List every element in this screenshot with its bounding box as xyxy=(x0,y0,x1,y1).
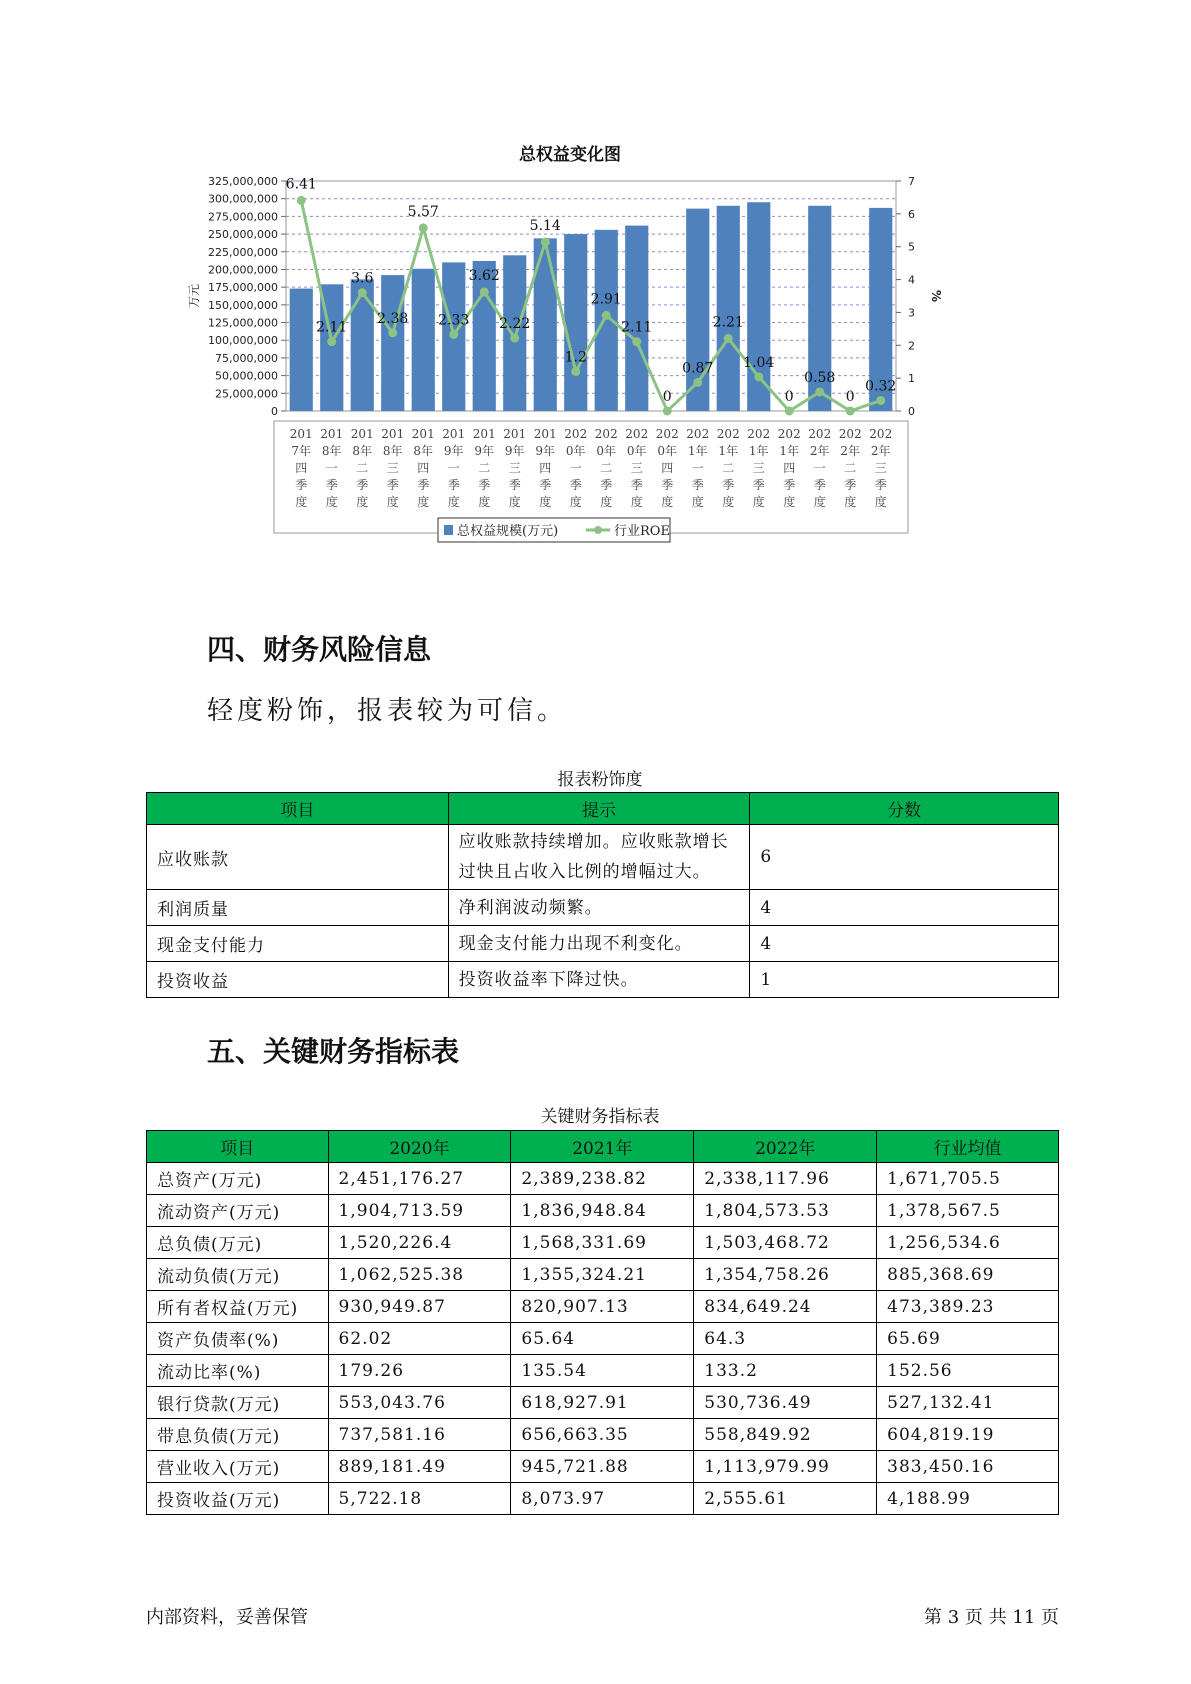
table-row xyxy=(147,1387,1059,1419)
metric-value-cell: 473,389.23 xyxy=(877,1291,1059,1323)
metric-value-cell: 1,836,948.84 xyxy=(511,1195,694,1227)
y-axis-label: 万元 xyxy=(187,283,201,309)
risk-item: 应收账款 xyxy=(147,825,449,890)
bar xyxy=(717,206,740,411)
x-tick-label: 201 xyxy=(411,427,435,441)
metric-value-cell: 65.69 xyxy=(877,1323,1059,1355)
roe-point xyxy=(876,396,885,405)
roe-point xyxy=(510,334,519,343)
y2-tick-label: 3 xyxy=(908,306,915,320)
x-tick-label: 1年 xyxy=(687,444,708,458)
x-tick-label: 202 xyxy=(655,427,679,441)
roe-point xyxy=(724,334,733,343)
y2-tick-label: 2 xyxy=(908,339,915,353)
x-tick-label: 8年 xyxy=(321,444,342,458)
metric-name-cell: 营业收入(万元) xyxy=(147,1451,329,1483)
x-tick-label: 度 xyxy=(844,495,857,509)
y2-tick-label: 6 xyxy=(908,207,915,221)
roe-data-label: 0.32 xyxy=(865,378,897,395)
x-tick-label: 季 xyxy=(752,478,765,492)
metric-value-cell: 1,904,713.59 xyxy=(328,1195,511,1227)
x-tick-label: 四 xyxy=(417,461,430,475)
risk-table-caption: 报表粉饰度 xyxy=(557,770,643,790)
roe-data-label: 0.87 xyxy=(682,360,714,377)
metric-value-cell: 553,043.76 xyxy=(328,1387,511,1419)
metric-value-cell: 2,389,238.82 xyxy=(511,1163,694,1195)
x-tick-label: 季 xyxy=(478,478,491,492)
x-tick-label: 一 xyxy=(691,461,704,475)
x-tick-label: 度 xyxy=(783,495,796,509)
metric-value-cell: 133.2 xyxy=(694,1355,877,1387)
y-tick-label: 175,000,000 xyxy=(208,281,278,295)
x-tick-label: 四 xyxy=(295,461,308,475)
x-tick-label: 201 xyxy=(320,427,344,441)
x-tick-label: 度 xyxy=(295,495,308,509)
x-tick-label: 1年 xyxy=(748,444,769,458)
x-tick-label: 度 xyxy=(661,495,674,509)
x-tick-label: 季 xyxy=(600,478,613,492)
x-tick-label: 度 xyxy=(325,495,338,509)
metric-value-cell: 1,378,567.5 xyxy=(877,1195,1059,1227)
roe-point xyxy=(693,378,702,387)
equity-chart xyxy=(180,140,980,590)
x-tick-label: 202 xyxy=(716,427,740,441)
risk-tip: 净利润波动频繁。 xyxy=(448,890,750,926)
y-tick-label: 125,000,000 xyxy=(208,316,278,330)
x-tick-label: 季 xyxy=(386,478,399,492)
y2-tick-label: 0 xyxy=(908,405,915,418)
table-row xyxy=(147,1227,1059,1259)
y-tick-label: 225,000,000 xyxy=(208,245,278,259)
bar xyxy=(351,279,374,411)
x-tick-label: 8年 xyxy=(413,444,434,458)
x-tick-label: 202 xyxy=(594,427,618,441)
y-tick-label: 300,000,000 xyxy=(208,192,278,206)
metric-value-cell: 1,503,468.72 xyxy=(694,1227,877,1259)
legend-bar-swatch xyxy=(444,525,453,535)
risk-table xyxy=(146,792,1059,998)
x-tick-label: 201 xyxy=(533,427,557,441)
x-tick-label: 202 xyxy=(838,427,862,441)
chart-title: 总权益变化图 xyxy=(519,145,621,165)
roe-point xyxy=(663,407,672,416)
legend-bar-label: 总权益规模(万元) xyxy=(457,524,559,539)
x-tick-label: 度 xyxy=(600,495,613,509)
roe-point xyxy=(785,407,794,416)
table-header-row xyxy=(147,793,1059,825)
x-tick-label: 一 xyxy=(325,461,338,475)
table-row xyxy=(147,1195,1059,1227)
x-tick-label: 2年 xyxy=(809,444,830,458)
risk-score: 4 xyxy=(750,890,1059,926)
x-tick-label: 三 xyxy=(752,461,765,475)
x-tick-label: 季 xyxy=(783,478,796,492)
header-2021: 2021年 xyxy=(511,1131,694,1163)
roe-data-label: 0.58 xyxy=(804,369,836,386)
table-row xyxy=(147,1451,1059,1483)
table-row xyxy=(147,926,1059,962)
x-tick-label: 度 xyxy=(356,495,369,509)
table-row xyxy=(147,1259,1059,1291)
roe-data-label: 2.33 xyxy=(438,312,470,329)
roe-point xyxy=(358,288,367,297)
x-tick-label: 度 xyxy=(569,495,582,509)
metric-value-cell: 885,368.69 xyxy=(877,1259,1059,1291)
roe-point xyxy=(419,223,428,232)
x-tick-label: 8年 xyxy=(352,444,373,458)
x-tick-label: 三 xyxy=(630,461,643,475)
table-row xyxy=(147,890,1059,926)
metric-value-cell: 1,804,573.53 xyxy=(694,1195,877,1227)
roe-data-label: 2.91 xyxy=(590,291,622,308)
roe-point xyxy=(571,367,580,376)
metric-value-cell: 930,949.87 xyxy=(328,1291,511,1323)
roe-point xyxy=(632,337,641,346)
roe-data-label: 2.38 xyxy=(377,310,409,327)
header-item: 项目 xyxy=(147,1131,329,1163)
metric-name-cell: 银行贷款(万元) xyxy=(147,1387,329,1419)
metric-value-cell: 1,256,534.6 xyxy=(877,1227,1059,1259)
metric-value-cell: 1,062,525.38 xyxy=(328,1259,511,1291)
metric-value-cell: 65.64 xyxy=(511,1323,694,1355)
metric-value-cell: 1,671,705.5 xyxy=(877,1163,1059,1195)
x-tick-label: 三 xyxy=(508,461,521,475)
y-tick-label: 150,000,000 xyxy=(208,298,278,312)
bar xyxy=(290,289,313,411)
x-tick-label: 202 xyxy=(686,427,710,441)
x-tick-label: 0年 xyxy=(626,444,647,458)
x-tick-label: 201 xyxy=(289,427,313,441)
y-tick-label: 75,000,000 xyxy=(215,351,278,365)
metric-name-cell: 资产负债率(%) xyxy=(147,1323,329,1355)
roe-data-label: 1.2 xyxy=(564,349,587,366)
risk-item: 现金支付能力 xyxy=(147,926,449,962)
y2-tick-label: 5 xyxy=(908,240,915,254)
x-tick-label: 1年 xyxy=(779,444,800,458)
risk-tip: 现金支付能力出现不利变化。 xyxy=(448,926,750,962)
x-tick-label: 季 xyxy=(569,478,582,492)
metric-value-cell: 558,849.92 xyxy=(694,1419,877,1451)
roe-data-label: 0 xyxy=(845,389,855,405)
x-tick-label: 度 xyxy=(447,495,460,509)
roe-point xyxy=(602,311,611,320)
x-tick-label: 度 xyxy=(691,495,704,509)
y2-axis-label: % xyxy=(929,289,943,303)
roe-point xyxy=(541,238,550,247)
x-tick-label: 一 xyxy=(447,461,460,475)
metric-value-cell: 2,451,176.27 xyxy=(328,1163,511,1195)
metric-value-cell: 656,663.35 xyxy=(511,1419,694,1451)
bar xyxy=(625,226,648,411)
table-row xyxy=(147,1291,1059,1323)
x-tick-label: 202 xyxy=(808,427,832,441)
roe-point xyxy=(846,407,855,416)
header-2020: 2020年 xyxy=(328,1131,511,1163)
x-tick-label: 度 xyxy=(478,495,491,509)
y2-tick-label: 7 xyxy=(908,175,915,188)
roe-data-label: 5.14 xyxy=(529,218,561,235)
metric-value-cell: 383,450.16 xyxy=(877,1451,1059,1483)
x-tick-label: 0年 xyxy=(596,444,617,458)
x-tick-label: 季 xyxy=(325,478,338,492)
table-row xyxy=(147,1163,1059,1195)
metric-name-cell: 总资产(万元) xyxy=(147,1163,329,1195)
x-tick-label: 四 xyxy=(539,461,552,475)
x-tick-label: 三 xyxy=(874,461,887,475)
header-tip: 提示 xyxy=(448,793,750,825)
metric-value-cell: 737,581.16 xyxy=(328,1419,511,1451)
risk-item: 利润质量 xyxy=(147,890,449,926)
table-row xyxy=(147,1483,1059,1515)
x-tick-label: 0年 xyxy=(657,444,678,458)
x-tick-label: 9年 xyxy=(443,444,464,458)
header-2022: 2022年 xyxy=(694,1131,877,1163)
metric-name-cell: 流动比率(%) xyxy=(147,1355,329,1387)
x-tick-label: 0年 xyxy=(565,444,586,458)
x-tick-label: 度 xyxy=(417,495,430,509)
header-item: 项目 xyxy=(147,793,449,825)
y-tick-label: 200,000,000 xyxy=(208,263,278,277)
metric-value-cell: 1,355,324.21 xyxy=(511,1259,694,1291)
roe-data-label: 2.21 xyxy=(712,314,744,331)
x-tick-label: 季 xyxy=(661,478,674,492)
x-tick-label: 季 xyxy=(295,478,308,492)
y2-tick-label: 4 xyxy=(908,273,915,287)
x-tick-label: 201 xyxy=(442,427,466,441)
bar xyxy=(381,275,404,411)
bar xyxy=(412,269,435,411)
roe-data-label: 6.41 xyxy=(285,176,317,193)
x-tick-label: 一 xyxy=(813,461,826,475)
table-row xyxy=(147,962,1059,998)
y-tick-label: 275,000,000 xyxy=(208,210,278,224)
metric-value-cell: 945,721.88 xyxy=(511,1451,694,1483)
x-tick-label: 202 xyxy=(747,427,771,441)
roe-data-label: 1.04 xyxy=(743,354,775,371)
roe-data-label: 0 xyxy=(662,389,672,405)
x-tick-label: 二 xyxy=(722,461,735,475)
table-row xyxy=(147,1419,1059,1451)
metric-value-cell: 2,338,117.96 xyxy=(694,1163,877,1195)
metric-value-cell: 8,073.97 xyxy=(511,1483,694,1515)
y-tick-label: 100,000,000 xyxy=(208,334,278,348)
roe-point xyxy=(480,288,489,297)
x-tick-label: 202 xyxy=(777,427,801,441)
metric-value-cell: 1,520,226.4 xyxy=(328,1227,511,1259)
x-tick-label: 度 xyxy=(508,495,521,509)
metric-value-cell: 1,113,979.99 xyxy=(694,1451,877,1483)
footer-page-number: 第 3 页 共 11 页 xyxy=(924,1607,1059,1628)
metric-value-cell: 604,819.19 xyxy=(877,1419,1059,1451)
key-table-caption: 关键财务指标表 xyxy=(540,1107,660,1127)
bar xyxy=(564,234,587,411)
x-tick-label: 一 xyxy=(569,461,582,475)
table-header-row xyxy=(147,1131,1059,1163)
legend-line-marker xyxy=(594,526,602,534)
metric-value-cell: 4,188.99 xyxy=(877,1483,1059,1515)
x-tick-label: 季 xyxy=(630,478,643,492)
x-tick-label: 度 xyxy=(630,495,643,509)
table-row xyxy=(147,1355,1059,1387)
section4-text: 轻度粉饰，报表较为可信。 xyxy=(207,696,568,726)
metric-value-cell: 62.02 xyxy=(328,1323,511,1355)
metric-name-cell: 所有者权益(万元) xyxy=(147,1291,329,1323)
risk-score: 6 xyxy=(750,825,1059,890)
x-tick-label: 度 xyxy=(752,495,765,509)
table-row xyxy=(147,825,1059,890)
metric-value-cell: 834,649.24 xyxy=(694,1291,877,1323)
roe-data-label: 3.6 xyxy=(351,270,374,287)
x-tick-label: 三 xyxy=(386,461,399,475)
section4-heading: 四、财务风险信息 xyxy=(207,633,432,666)
key-metrics-table xyxy=(146,1130,1059,1515)
x-tick-label: 9年 xyxy=(535,444,556,458)
header-score: 分数 xyxy=(750,793,1059,825)
x-tick-label: 7年 xyxy=(291,444,312,458)
roe-data-label: 5.57 xyxy=(407,203,439,220)
x-tick-label: 季 xyxy=(356,478,369,492)
roe-data-label: 2.11 xyxy=(316,319,348,336)
metric-name-cell: 流动资产(万元) xyxy=(147,1195,329,1227)
x-tick-label: 201 xyxy=(472,427,496,441)
roe-point xyxy=(815,387,824,396)
x-tick-label: 季 xyxy=(813,478,826,492)
metric-value-cell: 179.26 xyxy=(328,1355,511,1387)
x-tick-label: 季 xyxy=(417,478,430,492)
risk-tip: 应收账款持续增加。应收账款增长过快且占收入比例的增幅过大。 xyxy=(448,825,750,890)
chart-canvas xyxy=(180,140,980,590)
x-tick-label: 2年 xyxy=(840,444,861,458)
risk-tip: 投资收益率下降过快。 xyxy=(448,962,750,998)
roe-data-label: 2.11 xyxy=(621,319,653,336)
metric-value-cell: 618,927.91 xyxy=(511,1387,694,1419)
metric-value-cell: 1,354,758.26 xyxy=(694,1259,877,1291)
x-tick-label: 201 xyxy=(503,427,527,441)
y-tick-label: 50,000,000 xyxy=(215,369,278,383)
roe-point xyxy=(297,196,306,205)
x-tick-label: 二 xyxy=(478,461,491,475)
metric-value-cell: 889,181.49 xyxy=(328,1451,511,1483)
x-tick-label: 季 xyxy=(508,478,521,492)
roe-data-label: 3.62 xyxy=(468,268,500,285)
y-tick-label: 25,000,000 xyxy=(215,387,278,401)
header-industry-avg: 行业均值 xyxy=(877,1131,1059,1163)
x-tick-label: 二 xyxy=(600,461,613,475)
metric-value-cell: 2,555.61 xyxy=(694,1483,877,1515)
x-tick-label: 202 xyxy=(564,427,588,441)
metric-value-cell: 5,722.18 xyxy=(328,1483,511,1515)
x-tick-label: 度 xyxy=(539,495,552,509)
risk-score: 1 xyxy=(750,962,1059,998)
metric-value-cell: 64.3 xyxy=(694,1323,877,1355)
x-tick-label: 度 xyxy=(874,495,887,509)
risk-item: 投资收益 xyxy=(147,962,449,998)
metric-value-cell: 527,132.41 xyxy=(877,1387,1059,1419)
section5-heading: 五、关键财务指标表 xyxy=(207,1035,460,1068)
x-tick-label: 9年 xyxy=(474,444,495,458)
x-tick-label: 度 xyxy=(813,495,826,509)
roe-data-label: 2.22 xyxy=(499,316,531,333)
metric-name-cell: 流动负债(万元) xyxy=(147,1259,329,1291)
y-tick-label: 250,000,000 xyxy=(208,228,278,242)
metric-value-cell: 820,907.13 xyxy=(511,1291,694,1323)
roe-point xyxy=(388,328,397,337)
x-tick-label: 二 xyxy=(356,461,369,475)
x-tick-label: 季 xyxy=(874,478,887,492)
table-row xyxy=(147,1323,1059,1355)
metric-name-cell: 投资收益(万元) xyxy=(147,1483,329,1515)
y-tick-label: 325,000,000 xyxy=(208,175,278,188)
x-tick-label: 二 xyxy=(844,461,857,475)
x-tick-label: 2年 xyxy=(870,444,891,458)
x-tick-label: 季 xyxy=(691,478,704,492)
metric-value-cell: 135.54 xyxy=(511,1355,694,1387)
x-tick-label: 9年 xyxy=(504,444,525,458)
x-tick-label: 201 xyxy=(381,427,405,441)
x-tick-label: 季 xyxy=(844,478,857,492)
roe-data-label: 0 xyxy=(784,389,794,405)
metric-name-cell: 总负债(万元) xyxy=(147,1227,329,1259)
x-tick-label: 度 xyxy=(386,495,399,509)
x-tick-label: 四 xyxy=(783,461,796,475)
x-tick-label: 季 xyxy=(539,478,552,492)
risk-score: 4 xyxy=(750,926,1059,962)
y-tick-label: 0 xyxy=(271,405,278,418)
legend-line-label: 行业ROE xyxy=(614,524,670,539)
roe-point xyxy=(449,330,458,339)
x-tick-label: 度 xyxy=(722,495,735,509)
x-tick-label: 四 xyxy=(661,461,674,475)
roe-point xyxy=(327,337,336,346)
x-tick-label: 202 xyxy=(625,427,649,441)
footer-confidential: 内部资料，妥善保管 xyxy=(146,1607,308,1628)
x-tick-label: 8年 xyxy=(382,444,403,458)
metric-value-cell: 152.56 xyxy=(877,1355,1059,1387)
roe-point xyxy=(754,372,763,381)
metric-value-cell: 530,736.49 xyxy=(694,1387,877,1419)
x-tick-label: 1年 xyxy=(718,444,739,458)
metric-name-cell: 带息负债(万元) xyxy=(147,1419,329,1451)
x-tick-label: 201 xyxy=(350,427,374,441)
y2-tick-label: 1 xyxy=(908,372,915,386)
x-tick-label: 季 xyxy=(722,478,735,492)
x-tick-label: 202 xyxy=(869,427,893,441)
x-tick-label: 季 xyxy=(447,478,460,492)
metric-value-cell: 1,568,331.69 xyxy=(511,1227,694,1259)
